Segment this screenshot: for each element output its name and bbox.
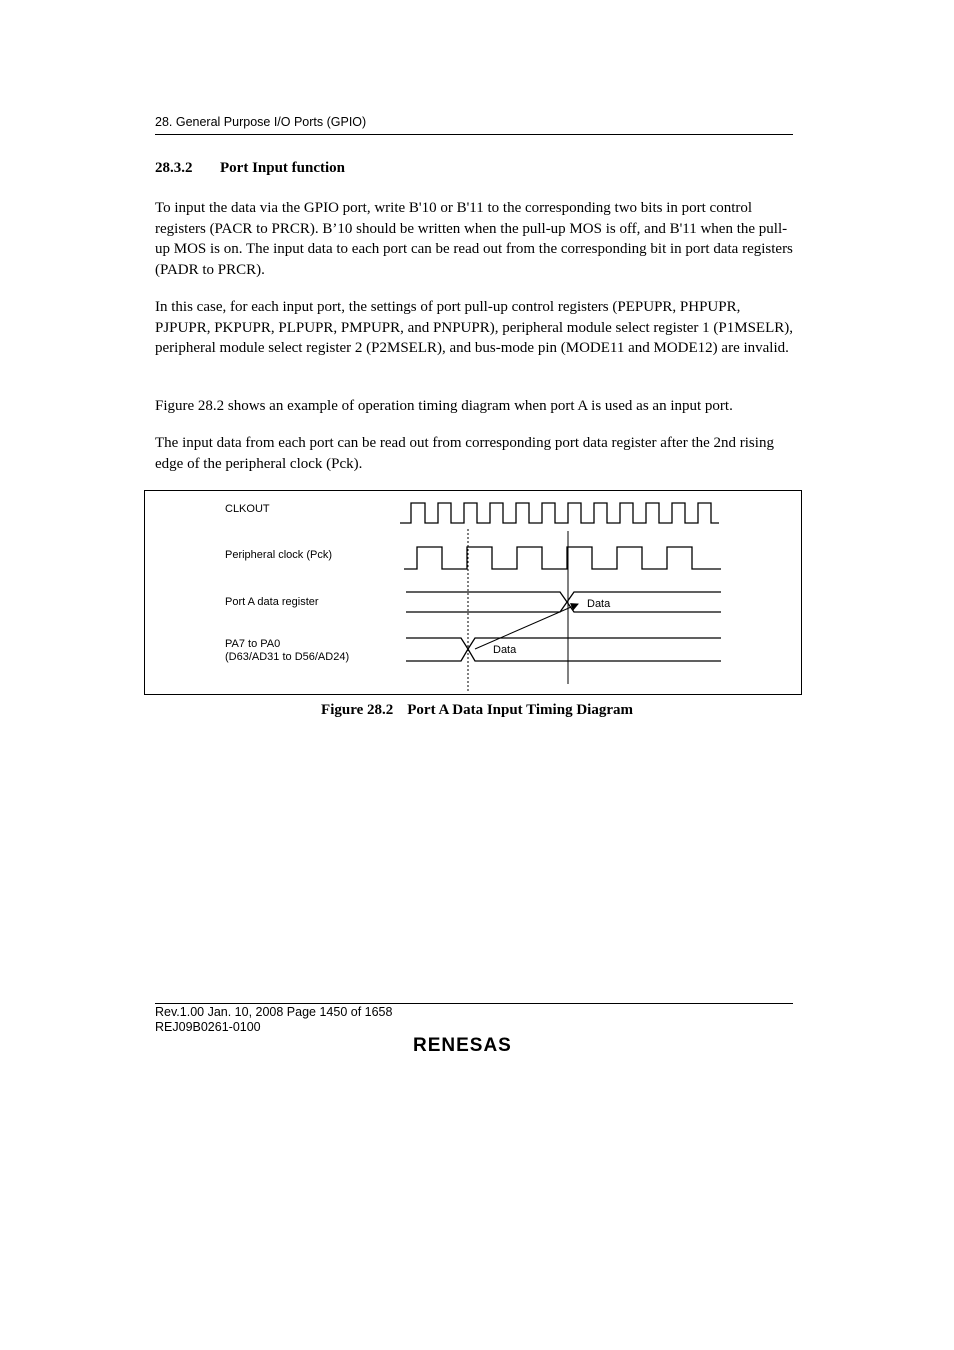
figure-caption <box>0 702 954 719</box>
signal-label-pck: Peripheral clock (Pck) <box>225 549 332 561</box>
paragraph-gpio-input: To input the data via the GPIO port, write B'10 or B'11 to the corresponding two bits in port control registers (PACR to PRCR). B’10 should be written when the pull-up MOS is off, and B'11 when the pull-up MOS is on. The input data to each port can be read out from the corresponding bit in port data registers (PADR to PRCR). <box>155 200 793 279</box>
figure-caption-number: Figure 28.2 <box>321 702 394 718</box>
timing-waveforms <box>145 491 801 694</box>
timing-diagram-figure <box>144 490 802 695</box>
port-a-data-register-waveform <box>406 592 721 612</box>
section-number: 28.3.2 <box>155 160 193 176</box>
footer-rule <box>155 1003 793 1004</box>
signal-label-port-a-data-register: Port A data register <box>225 596 319 608</box>
header-rule <box>155 134 793 135</box>
signal-label-pa-line2: (D63/AD31 to D56/AD24) <box>225 651 350 663</box>
data-transfer-arrow <box>475 604 578 649</box>
pck-waveform <box>404 547 721 569</box>
section-heading <box>155 160 345 177</box>
paragraph-read-timing: The input data from each port can be read out from corresponding port data register after the 2nd rising edge of the peripheral clock (Pck). <box>155 435 774 472</box>
clkout-waveform <box>400 503 719 523</box>
paragraph-figure-reference: Figure 28.2 shows an example of operation timing diagram when port A is used as an input port. <box>155 398 733 414</box>
running-header: 28. General Purpose I/O Ports (GPIO) <box>155 115 367 129</box>
figure-caption-title: Port A Data Input Timing Diagram <box>407 702 633 718</box>
footer-revision: Rev.1.00 Jan. 10, 2008 Page 1450 of 1658 <box>155 1005 393 1019</box>
svg-text:RENESAS: RENESAS <box>413 1035 512 1055</box>
paragraph-invalid-settings: In this case, for each input port, the settings of port pull-up control registers (PEPUPR, PHPUPR, PJPUPR, PKPUPR, PLPUPR, PMPUPR, and PNPUPR), peripheral module select register 1 (P1MSELR), peripheral module select register 2 (P2MSELR), and bus-mode pin (MODE11 and MODE12) are invalid. <box>155 299 793 357</box>
pa-data-waveform <box>406 638 721 661</box>
data-label-port-a-register: Data <box>587 598 611 610</box>
section-title: Port Input function <box>220 160 346 176</box>
data-label-pa: Data <box>493 644 517 656</box>
signal-label-clkout: CLKOUT <box>225 503 270 515</box>
signal-label-pa-line1: PA7 to PA0 <box>225 638 281 650</box>
footer-document-id: REJ09B0261-0100 <box>155 1020 261 1034</box>
renesas-logo <box>413 1033 533 1055</box>
